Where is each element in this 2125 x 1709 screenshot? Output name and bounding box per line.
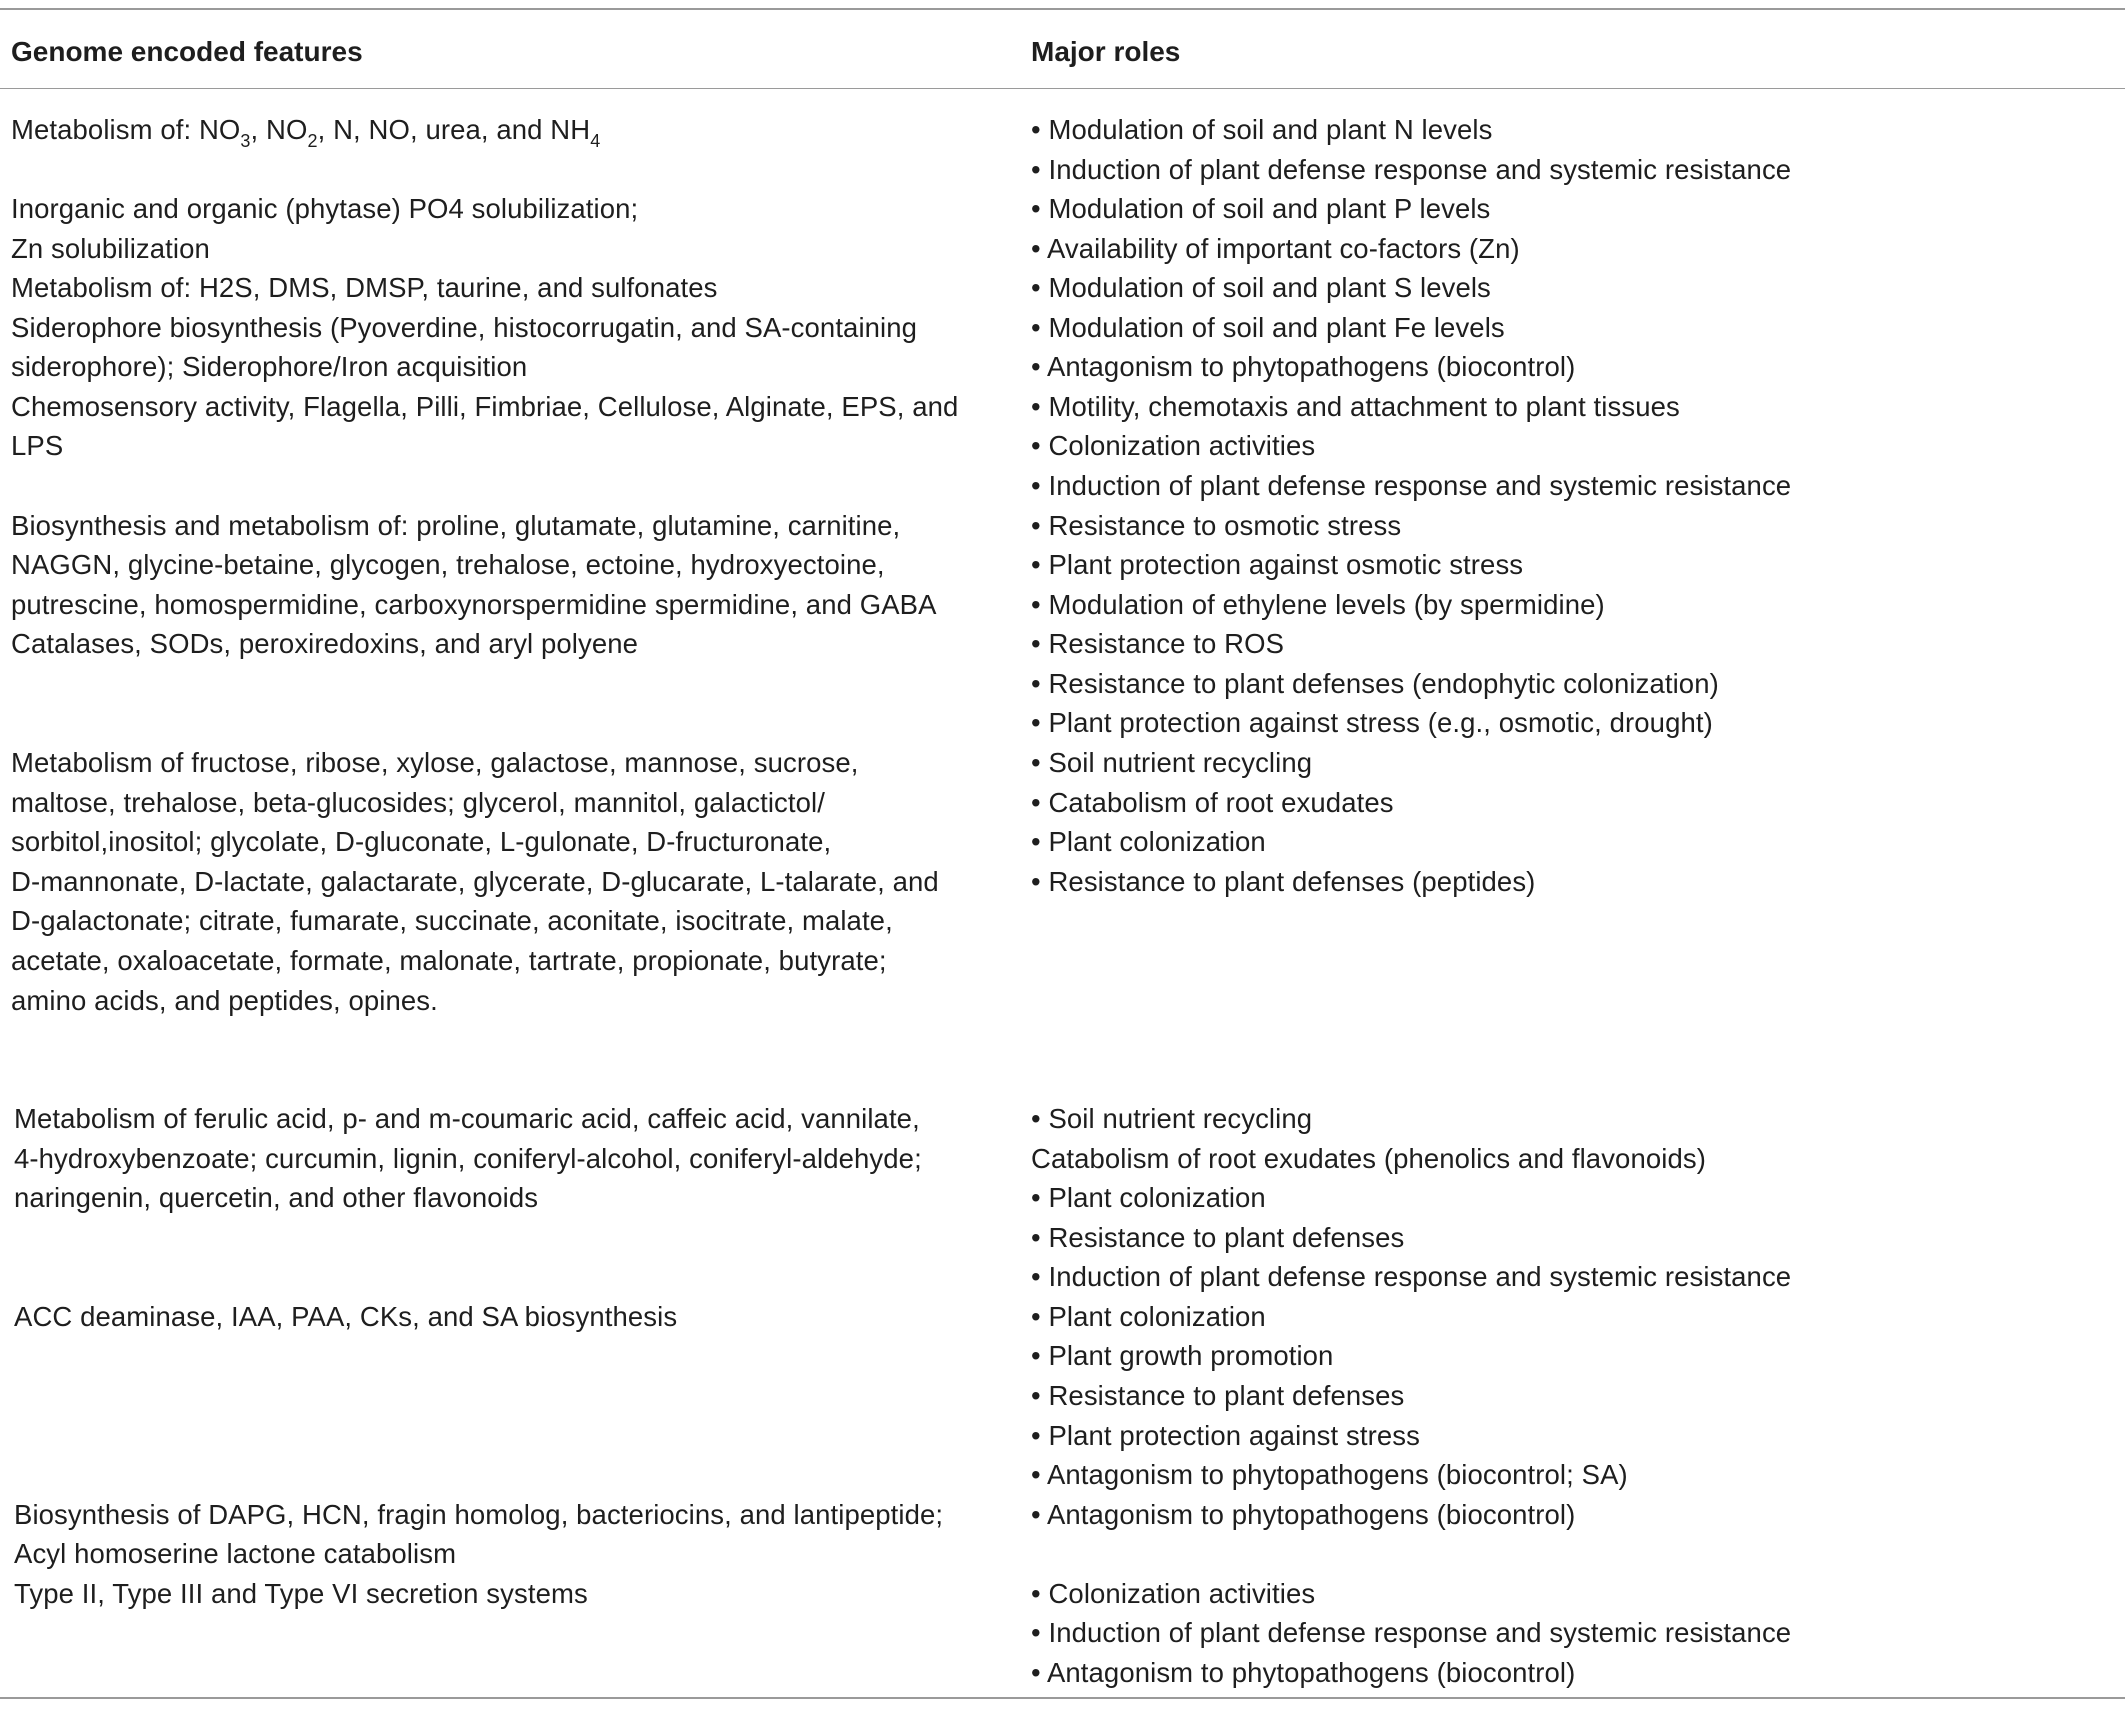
feature-line: Inorganic and organic (phytase) PO4 solubilization;	[11, 193, 639, 224]
feature-line: Chemosensory activity, Flagella, Pilli, Fimbriae, Cellulose, Alginate, EPS, and	[11, 391, 959, 422]
feature-line: Biosynthesis of DAPG, HCN, fragin homolog, bacteriocins, and lantipeptide;	[14, 1499, 944, 1530]
role-line: • Induction of plant defense response and systemic resistance	[1031, 1261, 1792, 1292]
role-line: • Plant protection against osmotic stress	[1031, 549, 1524, 580]
feature-line: Type II, Type III and Type VI secretion systems	[14, 1578, 588, 1609]
feature-line: siderophore); Siderophore/Iron acquisition	[11, 351, 528, 382]
role-line: • Availability of important co-factors (Zn)	[1031, 233, 1520, 264]
role-line: • Modulation of ethylene levels (by spermidine)	[1031, 589, 1605, 620]
feature-line: D-galactonate; citrate, fumarate, succinate, aconitate, isocitrate, malate,	[11, 905, 893, 936]
role-line: • Resistance to plant defenses (peptides)	[1031, 866, 1536, 897]
role-line: • Antagonism to phytopathogens (biocontrol; SA)	[1031, 1459, 1628, 1490]
feature-line: Catalases, SODs, peroxiredoxins, and aryl polyene	[11, 628, 639, 659]
role-line: • Colonization activities	[1031, 430, 1316, 461]
feature-line: Metabolism of: $NO_3$, $NO_2$, N, NO, urea, and $NH_4$	[11, 114, 601, 151]
role-line: • Antagonism to phytopathogens (biocontrol)	[1031, 1499, 1576, 1530]
feature-line: ACC deaminase, IAA, PAA, CKs, and SA biosynthesis	[14, 1301, 678, 1332]
feature-line: maltose, trehalose, beta-glucosides; glycerol, mannitol, galactictol/	[11, 787, 825, 818]
role-line: Catabolism of root exudates (phenolics and flavonoids)	[1031, 1143, 1706, 1174]
header-rule	[0, 88, 2125, 89]
role-line: • Plant colonization	[1031, 1301, 1266, 1332]
role-line: • Modulation of soil and plant N levels	[1031, 114, 1493, 145]
role-line: • Modulation of soil and plant Fe levels	[1031, 312, 1505, 343]
feature-line: Zn solubilization	[11, 233, 210, 264]
feature-line: NAGGN, glycine-betaine, glycogen, trehalose, ectoine, hydroxyectoine,	[11, 549, 885, 580]
feature-line: amino acids, and peptides, opines.	[11, 985, 438, 1016]
role-line: • Modulation of soil and plant S levels	[1031, 272, 1491, 303]
feature-line: acetate, oxaloacetate, formate, malonate, tartrate, propionate, butyrate;	[11, 945, 887, 976]
role-line: • Soil nutrient recycling	[1031, 1103, 1313, 1134]
feature-line: D-mannonate, D-lactate, galactarate, glycerate, D-glucarate, L-talarate, and	[11, 866, 939, 897]
role-line: • Resistance to osmotic stress	[1031, 510, 1402, 541]
feature-line: Metabolism of fructose, ribose, xylose, galactose, mannose, sucrose,	[11, 747, 859, 778]
role-line: • Induction of plant defense response and systemic resistance	[1031, 154, 1792, 185]
header-features: Genome encoded features	[11, 36, 363, 67]
role-line: • Resistance to plant defenses (endophytic colonization)	[1031, 668, 1719, 699]
feature-line: sorbitol,inositol; glycolate, D-gluconate, L-gulonate, D-fructuronate,	[11, 826, 832, 857]
role-line: • Resistance to plant defenses	[1031, 1380, 1405, 1411]
role-line: • Plant protection against stress (e.g., osmotic, drought)	[1031, 707, 1713, 738]
feature-line: 4-hydroxybenzoate; curcumin, lignin, coniferyl-alcohol, coniferyl-aldehyde;	[14, 1143, 922, 1174]
feature-line: Acyl homoserine lactone catabolism	[14, 1538, 457, 1569]
bottom-rule	[0, 1697, 2125, 1699]
role-line: • Antagonism to phytopathogens (biocontrol)	[1031, 1657, 1576, 1688]
role-line: • Catabolism of root exudates	[1031, 787, 1394, 818]
role-line: • Antagonism to phytopathogens (biocontrol)	[1031, 351, 1576, 382]
role-line: • Induction of plant defense response and systemic resistance	[1031, 1617, 1792, 1648]
role-line: • Plant colonization	[1031, 1182, 1266, 1213]
role-line: • Modulation of soil and plant P levels	[1031, 193, 1491, 224]
feature-line: Metabolism of: H2S, DMS, DMSP, taurine, and sulfonates	[11, 272, 718, 303]
feature-line: putrescine, homospermidine, carboxynorspermidine spermidine, and GABA	[11, 589, 937, 620]
role-line: • Soil nutrient recycling	[1031, 747, 1313, 778]
role-line: • Plant colonization	[1031, 826, 1266, 857]
top-rule	[0, 8, 2125, 10]
role-line: • Induction of plant defense response and systemic resistance	[1031, 470, 1792, 501]
feature-line: Metabolism of ferulic acid, p- and m-coumaric acid, caffeic acid, vannilate,	[14, 1103, 920, 1134]
header-roles: Major roles	[1031, 36, 1181, 67]
feature-line: Siderophore biosynthesis (Pyoverdine, histocorrugatin, and SA-containing	[11, 312, 918, 343]
feature-line: naringenin, quercetin, and other flavonoids	[14, 1182, 539, 1213]
role-line: • Motility, chemotaxis and attachment to plant tissues	[1031, 391, 1680, 422]
role-line: • Resistance to ROS	[1031, 628, 1285, 659]
role-line: • Colonization activities	[1031, 1578, 1316, 1609]
feature-line: LPS	[11, 430, 64, 461]
role-line: • Plant growth promotion	[1031, 1340, 1334, 1371]
role-line: • Plant protection against stress	[1031, 1420, 1420, 1451]
feature-line: Biosynthesis and metabolism of: proline, glutamate, glutamine, carnitine,	[11, 510, 901, 541]
role-line: • Resistance to plant defenses	[1031, 1222, 1405, 1253]
